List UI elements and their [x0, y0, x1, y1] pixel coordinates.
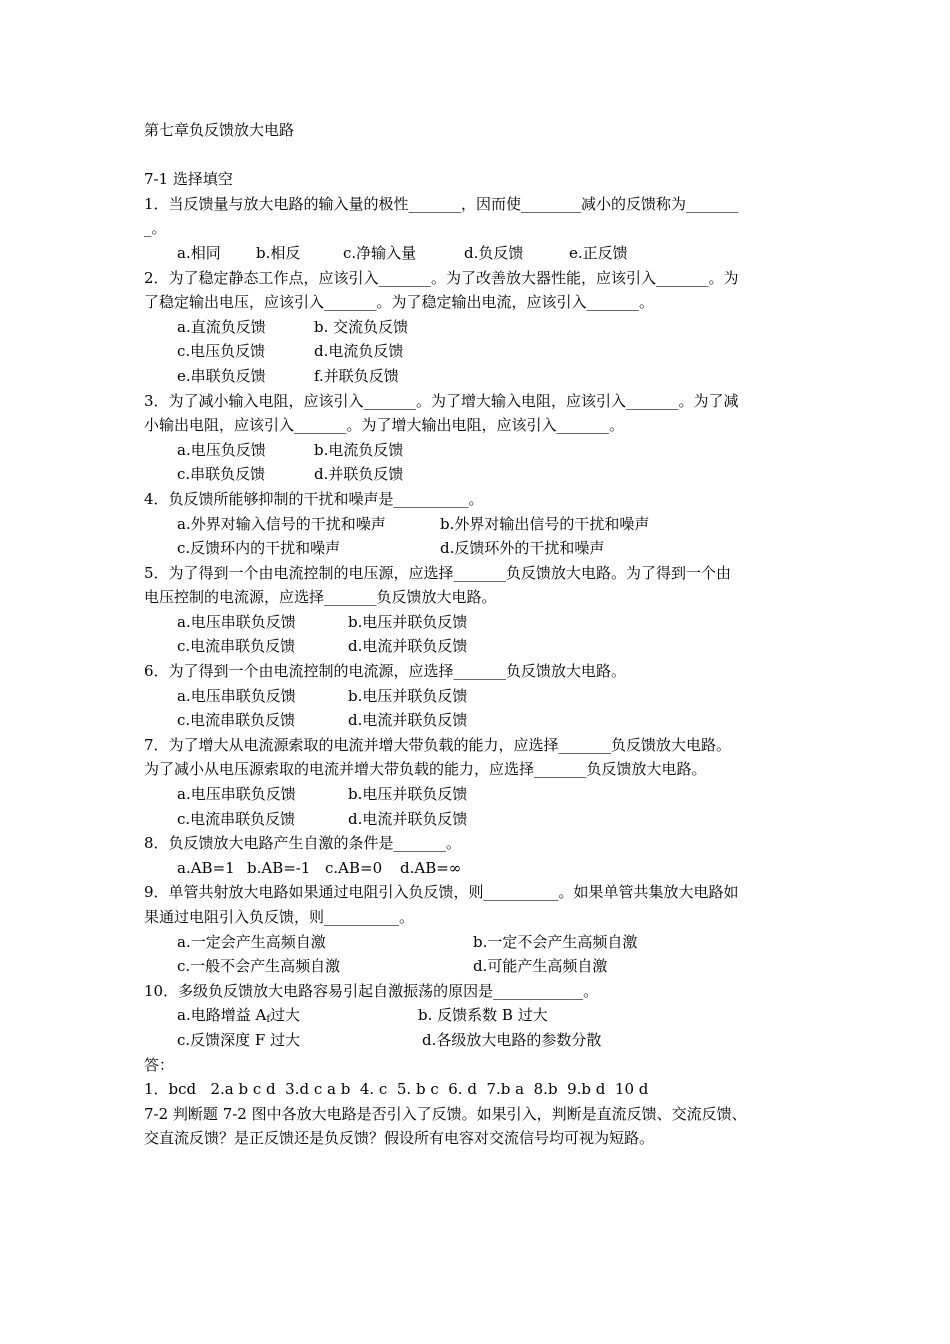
option: c.一般不会产生高频自激 [177, 957, 341, 976]
question-7-line-2: 为了减小从电压源索取的电流并增大带负载的能力，应选择_______负反馈放大电路。 [144, 760, 707, 779]
question-8-options [144, 856, 816, 881]
subscript: f [266, 1014, 271, 1026]
option: b.电压并联负反馈 [348, 612, 468, 631]
option: a.直流负反馈 [177, 317, 266, 336]
option-a-text: a.电路增益 A [177, 1006, 267, 1025]
question-2-options-row-2 [144, 339, 816, 364]
option: d.负反馈 [464, 243, 524, 262]
question-1-line-1: 1．当反馈量与放大电路的输入量的极性_______，因而使________减小的反馈称为_______ [144, 194, 739, 213]
question-7-options-row-1 [144, 782, 816, 807]
option: b.一定不会产生高频自激 [473, 932, 638, 951]
answer-key: 1．bcd 2.a b c d 3.d c a b 4. c 5. b c 6. d 7.b a 8.b 9.b d 10 d [144, 1080, 649, 1099]
section-7-2-line-2: 交直流反馈？是正反馈还是负反馈？假设所有电容对交流信号均可视为短路。 [144, 1129, 655, 1148]
question-5-options-row-2 [144, 634, 816, 659]
question-10-options-row-2 [144, 1028, 816, 1053]
option: e.正反馈 [569, 243, 628, 262]
option: d.可能产生高频自激 [473, 957, 608, 976]
option: d.电流并联负反馈 [348, 711, 468, 730]
option: d.反馈环外的干扰和噪声 [440, 539, 605, 558]
question-3-options-row-2 [144, 462, 816, 487]
question-2-options-row-1 [144, 315, 816, 340]
option: e.串联负反馈 [177, 366, 266, 385]
question-4-options-row-1 [144, 512, 816, 537]
option: f.并联负反馈 [314, 366, 399, 385]
question-2-line-2: 了稳定输出电压，应该引入_______。为了稳定输出电流，应该引入_______。 [144, 293, 655, 312]
option: b.电压并联负反馈 [348, 785, 468, 804]
question-3-line-1: 3．为了减小输入电阻，应该引入_______。为了增大输入电阻，应该引入_______。为了减 [144, 391, 739, 410]
question-5-line-1: 5．为了得到一个由电流控制的电压源，应选择_______负反馈放大电路。为了得到一个由 [144, 563, 732, 582]
question-2-line-1: 2．为了稳定静态工作点，应该引入_______。为了改善放大器性能，应该引入_______。为 [144, 268, 739, 287]
question-6-options-row-2 [144, 708, 816, 733]
option: a.一定会产生高频自激 [177, 932, 326, 951]
question-6-options-row-1 [144, 684, 816, 709]
option: c.电流串联负反馈 [177, 637, 296, 656]
option: a.电压串联负反馈 [177, 612, 296, 631]
option: c.电流串联负反馈 [177, 711, 296, 730]
question-7-line-1: 7．为了增大从电流源索取的电流并增大带负载的能力，应选择_______负反馈放大电路。 [144, 735, 732, 754]
option: c.净输入量 [343, 243, 417, 262]
option: a.电压串联负反馈 [177, 686, 296, 705]
option-a-suffix: 过大 [270, 1006, 301, 1025]
option: b.相反 [256, 243, 301, 262]
option: b. 交流负反馈 [314, 317, 409, 336]
option: c.串联负反馈 [177, 465, 266, 484]
option: b.电压并联负反馈 [348, 686, 468, 705]
option: b. 反馈系数 B 过大 [418, 1006, 548, 1025]
option: a.外界对输入信号的干扰和噪声 [177, 514, 386, 533]
option: c.AB=0 [325, 858, 383, 877]
question-9-options-row-1 [144, 930, 816, 955]
question-1-line-2: _。 [144, 219, 167, 238]
question-5-options-row-1 [144, 610, 816, 635]
section-7-2-line-1: 7-2 判断题 7-2 图中各放大电路是否引入了反馈。如果引入，判断是直流反馈、交流反馈、 [144, 1104, 747, 1123]
option: b.AB=-1 [247, 858, 311, 877]
document-page [144, 118, 816, 1151]
question-6-line-1: 6．为了得到一个由电流控制的电流源，应选择_______负反馈放大电路。 [144, 662, 627, 681]
question-4-options-row-2 [144, 536, 816, 561]
option: c.电压负反馈 [177, 342, 266, 361]
option: d.AB=∞ [400, 858, 462, 877]
question-10-options-row-1 [144, 1003, 816, 1028]
option: a.电压串联负反馈 [177, 785, 296, 804]
option: b.外界对输出信号的干扰和噪声 [440, 514, 650, 533]
answer-label: 答： [144, 1055, 175, 1074]
question-1-options [144, 241, 816, 266]
option: a.相同 [177, 243, 221, 262]
option: d.并联负反馈 [314, 465, 404, 484]
question-9-line-2: 果通过电阻引入负反馈，则__________。 [144, 908, 415, 926]
question-2-options-row-3 [144, 364, 816, 389]
question-9-line-1: 9．单管共射放大电路如果通过电阻引入负反馈，则__________。如果单管共集放大电路如 [144, 883, 739, 902]
option: c.电流串联负反馈 [177, 809, 296, 828]
option: d.电流负反馈 [314, 342, 404, 361]
question-9-options-row-2 [144, 954, 816, 979]
option: a.AB=1 [177, 858, 235, 877]
option: d.各级放大电路的参数分散 [422, 1030, 602, 1049]
question-10-line-1: 10．多级负反馈放大电路容易引起自激振荡的原因是____________。 [144, 981, 599, 1000]
chapter-title: 第七章负反馈放大电路 [144, 121, 295, 139]
option: c.反馈深度 F 过大 [177, 1030, 301, 1049]
question-3-options-row-1 [144, 438, 816, 463]
question-5-line-2: 电压控制的电流源，应选择_______负反馈放大电路。 [144, 588, 497, 607]
option: d.电流并联负反馈 [348, 637, 468, 656]
question-4-line-1: 4．负反馈所能够抑制的干扰和噪声是__________。 [144, 489, 484, 508]
question-8-line-1: 8．负反馈放大电路产生自激的条件是_______。 [144, 834, 462, 853]
option: b.电流负反馈 [314, 440, 404, 459]
option: c.反馈环内的干扰和噪声 [177, 539, 341, 558]
option: d.电流并联负反馈 [348, 809, 468, 828]
question-7-options-row-2 [144, 807, 816, 832]
section-heading: 7-1 选择填空 [144, 170, 233, 189]
option: a.电压负反馈 [177, 440, 266, 459]
question-3-line-2: 小输出电阻，应该引入_______。为了增大输出电阻，应该引入_______。 [144, 416, 625, 435]
